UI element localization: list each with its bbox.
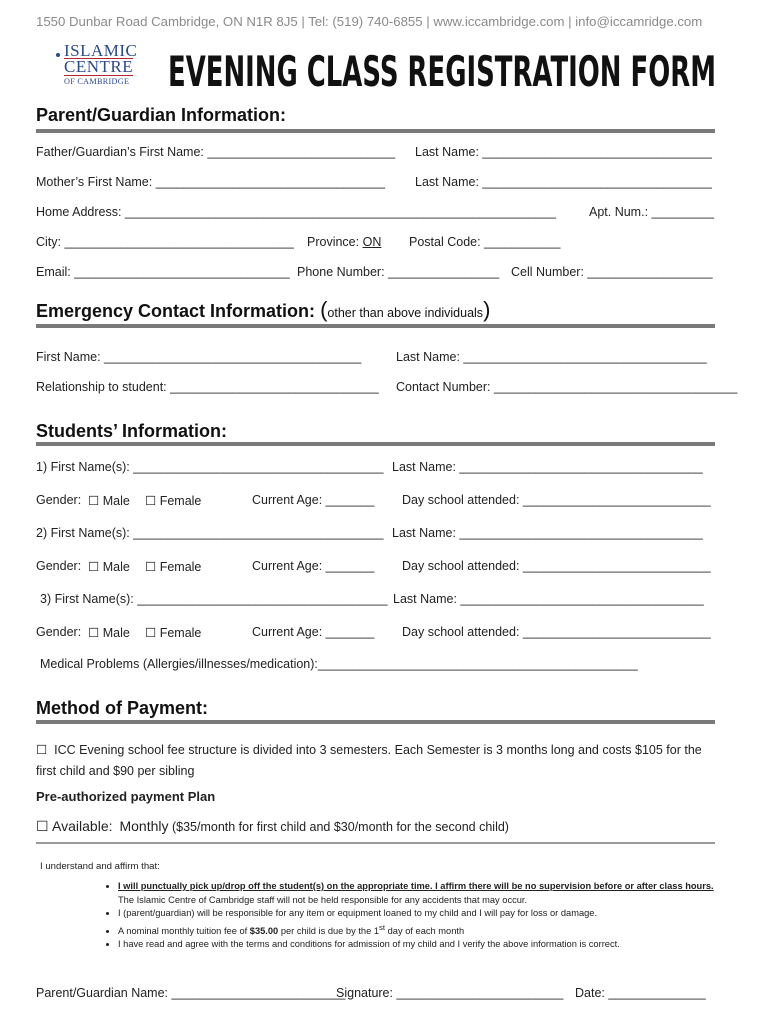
logo-text-islamic: ISLAMIC bbox=[64, 41, 138, 60]
emergency-heading-text: Emergency Contact Information: bbox=[36, 301, 316, 321]
emergency-heading-note: other than above individuals bbox=[327, 306, 484, 320]
tuition-fee: $35.00 bbox=[249, 925, 279, 936]
student-3-female-checkbox[interactable] bbox=[145, 625, 201, 640]
checkbox-icon: ☐ bbox=[145, 494, 157, 508]
fee-structure-option[interactable] bbox=[36, 742, 702, 757]
section-divider bbox=[36, 442, 715, 446]
term-4: I have read and agree with the terms and conditions for admission of my child and I verify the above information is correct. bbox=[118, 939, 620, 950]
province-value: ON bbox=[362, 235, 382, 249]
phone-number-field[interactable]: Phone Number: ________________ bbox=[297, 265, 500, 279]
relationship-field[interactable]: Relationship to student: ______________________________ bbox=[36, 380, 379, 394]
monthly-label: Monthly bbox=[119, 818, 169, 834]
checkbox-icon: ☐ bbox=[145, 560, 157, 574]
apt-number-field[interactable]: Apt. Num.: _________ bbox=[589, 205, 715, 219]
province-label: Province: bbox=[307, 235, 363, 249]
form-title bbox=[168, 42, 718, 94]
emergency-contact-number-field[interactable]: Contact Number: ___________________________________ bbox=[396, 380, 738, 394]
student-2-first-name-field[interactable]: 2) First Name(s): ____________________________________ bbox=[36, 526, 384, 540]
mother-last-name-field[interactable]: Last Name: _________________________________ bbox=[415, 175, 712, 189]
payment-plan-heading: Pre-authorized payment Plan bbox=[36, 789, 216, 804]
student-3-last-name-field[interactable]: Last Name: ___________________________________ bbox=[393, 592, 704, 606]
male-label: Male bbox=[102, 494, 130, 508]
student-2-male-checkbox[interactable] bbox=[88, 559, 130, 574]
province-field[interactable] bbox=[307, 235, 381, 249]
guardian-name-field[interactable]: Parent/Guardian Name: _________________________ bbox=[36, 986, 346, 1000]
student-1-gender-label: Gender: bbox=[36, 493, 82, 507]
student-1-first-name-field[interactable]: 1) First Name(s): ____________________________________ bbox=[36, 460, 384, 474]
section-divider bbox=[36, 129, 715, 133]
checkbox-icon: ☐ bbox=[88, 494, 100, 508]
student-2-gender-label: Gender: bbox=[36, 559, 82, 573]
term-3-c: day of each month bbox=[385, 925, 465, 936]
affirmation-intro: I understand and affirm that: bbox=[40, 861, 160, 872]
checkbox-icon: ☐ bbox=[36, 743, 48, 757]
term-3-a: A nominal monthly tuition fee of bbox=[118, 925, 250, 936]
date-field[interactable]: Date: ______________ bbox=[575, 986, 706, 1000]
fee-line-1: ICC Evening school fee structure is divided into 3 semesters. Each Semester is 3 months long and costs $105 for the bbox=[54, 743, 702, 757]
fee-line-2: first child and $90 per sibling bbox=[36, 764, 195, 778]
father-first-name-field[interactable]: Father/Guardian’s First Name: ___________________________ bbox=[36, 145, 396, 159]
postal-code-field[interactable]: Postal Code: ___________ bbox=[409, 235, 561, 249]
payment-section-heading: Method of Payment: bbox=[36, 698, 209, 718]
student-3-male-checkbox[interactable] bbox=[88, 625, 130, 640]
cell-number-field[interactable]: Cell Number: __________________ bbox=[511, 265, 713, 279]
checkbox-icon: ☐ bbox=[145, 626, 157, 640]
student-3-age-field[interactable]: Current Age: _______ bbox=[252, 625, 375, 639]
logo bbox=[34, 40, 152, 90]
male-label: Male bbox=[102, 626, 130, 640]
monthly-detail: ($35/month for first child and $30/month for the second child) bbox=[171, 820, 509, 834]
mother-first-name-field[interactable]: Mother’s First Name: _________________________________ bbox=[36, 175, 386, 189]
student-3-day-school-field[interactable]: Day school attended: ___________________________ bbox=[402, 625, 711, 639]
student-1-day-school-field[interactable]: Day school attended: ___________________________ bbox=[402, 493, 711, 507]
home-address-field[interactable]: Home Address: ______________________________________________________________ bbox=[36, 205, 556, 219]
student-1-last-name-field[interactable]: Last Name: ___________________________________ bbox=[392, 460, 703, 474]
term-2: I (parent/guardian) will be responsible for any item or equipment loaned to my child and I will pay for loss or damage. bbox=[118, 908, 598, 918]
student-1-age-field[interactable]: Current Age: _______ bbox=[252, 493, 375, 507]
terms-list bbox=[97, 880, 718, 952]
student-1-male-checkbox[interactable] bbox=[88, 493, 130, 508]
close-paren: ) bbox=[483, 297, 491, 322]
student-3-gender-label: Gender: bbox=[36, 625, 82, 639]
term-1-bold: I will punctually pick up/drop off the student(s) on the appropriate time. I affirm there will be no supervision before or after class hours. bbox=[118, 881, 714, 891]
term-1-rest: The Islamic Centre of Cambridge staff will not be held responsible for any accidents that may occur. bbox=[118, 894, 528, 905]
form-title-text: EVENING CLASS REGISTRATION FORM bbox=[168, 47, 716, 94]
city-field[interactable]: City: _________________________________ bbox=[36, 235, 294, 249]
email-field[interactable]: Email: _______________________________ bbox=[36, 265, 290, 279]
list-item bbox=[118, 880, 718, 907]
term-3-sup: st bbox=[379, 922, 386, 932]
crescent-logo-icon bbox=[34, 43, 64, 85]
open-paren: ( bbox=[320, 297, 328, 322]
list-item bbox=[118, 938, 718, 952]
female-label: Female bbox=[159, 560, 202, 574]
section-divider bbox=[36, 720, 715, 724]
term-3-b: per child is due by the 1 bbox=[278, 925, 380, 936]
student-2-female-checkbox[interactable] bbox=[145, 559, 201, 574]
list-item bbox=[118, 907, 718, 921]
logo-text-centre: CENTRE bbox=[64, 57, 134, 76]
checkbox-icon: ☐ bbox=[88, 560, 100, 574]
available-label: Available: bbox=[52, 818, 113, 834]
checkbox-icon: ☐ bbox=[88, 626, 100, 640]
emergency-last-name-field[interactable]: Last Name: ___________________________________ bbox=[396, 350, 707, 364]
female-label: Female bbox=[159, 494, 202, 508]
section-divider bbox=[36, 324, 715, 328]
father-last-name-field[interactable]: Last Name: _________________________________ bbox=[415, 145, 712, 159]
student-2-day-school-field[interactable]: Day school attended: ___________________________ bbox=[402, 559, 711, 573]
parent-section-heading: Parent/Guardian Information: bbox=[36, 105, 287, 125]
emergency-first-name-field[interactable]: First Name: _____________________________________ bbox=[36, 350, 362, 364]
emergency-section-heading bbox=[36, 297, 490, 323]
student-1-female-checkbox[interactable] bbox=[145, 493, 201, 508]
signature-field[interactable]: Signature: ________________________ bbox=[336, 986, 564, 1000]
student-3-first-name-field[interactable]: 3) First Name(s): ____________________________________ bbox=[40, 592, 388, 606]
female-label: Female bbox=[159, 626, 202, 640]
list-item bbox=[118, 921, 718, 939]
section-divider bbox=[36, 842, 715, 844]
student-2-age-field[interactable]: Current Age: _______ bbox=[252, 559, 375, 573]
medical-problems-field[interactable]: Medical Problems (Allergies/illnesses/medication):______________________________________________ bbox=[40, 657, 638, 671]
logo-text-cambridge: OF CAMBRIDGE bbox=[64, 77, 130, 86]
contact-line: 1550 Dunbar Road Cambridge, ON N1R 8J5 | Tel: (519) 740-6855 | www.iccambridge.com | info@iccamridge.com bbox=[36, 14, 703, 29]
students-section-heading: Students’ Information: bbox=[36, 421, 227, 441]
checkbox-icon: ☐ bbox=[36, 818, 49, 834]
male-label: Male bbox=[102, 560, 130, 574]
student-2-last-name-field[interactable]: Last Name: ___________________________________ bbox=[392, 526, 703, 540]
monthly-plan-option[interactable] bbox=[36, 818, 509, 835]
